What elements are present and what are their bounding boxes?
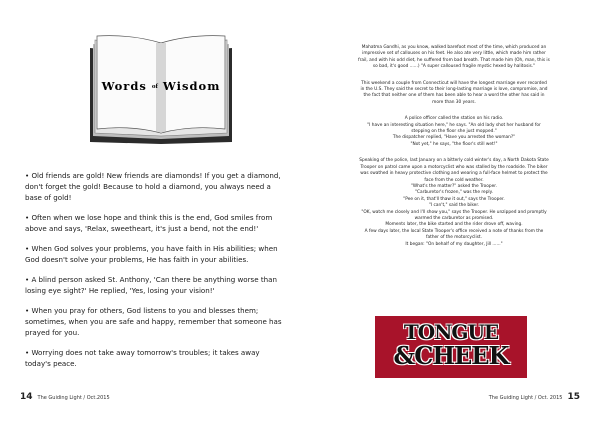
page-number: 15 [567,392,580,402]
bullet-item: • Often when we lose hope and think this is the end, God smiles from above and says, 'Relax, sweetheart, it's just a bend, not the end!' [25,213,273,234]
jokes-column [330,45,578,258]
section-title: Words of Wisdom [101,79,221,93]
bullet-item: • When you pray for others, God listens to you and blesses them; sometimes, when you are safe and happy, remember that someone has prayed for you. [25,305,282,338]
page-number: 14 [20,392,33,402]
bullet-item: • Worrying does not take away tomorrow's troubles; it takes away today's peace. [25,347,260,369]
page-footer-right [489,392,580,402]
publication-name: The Guiding Light / Oct.2015 [37,395,110,401]
tongue-and-cheek-logo: TONGUE &CHEEK [375,316,527,378]
paragraph: This weekend a couple from Connecticut will have the longest marriage ever recorded in the U.S. They said the secret to their long-lasting marriage is love, compromise, and the fact that neither one of them has been able to hear a word the other has said in more than 30 years. [360,80,548,105]
bullet-item: • A blind person asked St. Anthony, 'Can there be anything worse than losing eye sight?' He replied, 'Yes, losing your vision!' [25,274,277,296]
publication-name: The Guiding Light / Oct. 2015 [488,395,563,401]
paragraph: A police officer called the station on his radio. "I have an interesting situation here," he says. "An old lady shot her husband for stepping on the floor she just mopped." The dispatcher replied, "Have you arrested the woman?" "Not yet," he says, "the floor's still wet!" [367,116,541,147]
wisdom-bullets [25,170,287,378]
paragraph: Mahatma Gandhi, as you know, walked barefoot most of the time, which produced an impressive set of callouses on his feet. He also ate very little, which made him rather frail, and with his odd diet, he suffered from bad breath. That made him (Oh, man, this is so bad, it's good ......) "A super calloused fragile mystic hexed by halitosis." [358,45,550,70]
bullet-item: • When God solves your problems, you have faith in His abilities; when God doesn't solve your problems, He has faith in your abilities. [25,244,278,265]
page-footer-left [20,392,110,402]
paragraph: Speaking of the police, last January on a bitterly cold winter's day, a North Dakota State Trooper on patrol came upon a motorcyclist who was stalled by the roadside. The biker was swathed in heavy protective clothing and wearing a full-face helmet to protect the face from the cold weather. "What's the matter?" asked the Trooper. "Carburetor's frozen," was the reply. "Pee on it, that'll thaw it out," says the Trooper. "I can't," said the biker. "OK, watch me closely and I'll show you," says the Trooper. He unzipped and promptly warmed the carburetor as promised. Moments later, the bike started and the rider drove off, waving. A few days later, the local State Trooper's office received a note of thanks from the father of the motorcyclist. It began: "On behalf of my daughter, Jill ......" [359,158,549,247]
bullet-item: • Old friends are gold! New friends are diamonds! If you get a diamond, don't forget the gold! Because to hold a diamond, you always need a base of gold! [25,171,281,203]
